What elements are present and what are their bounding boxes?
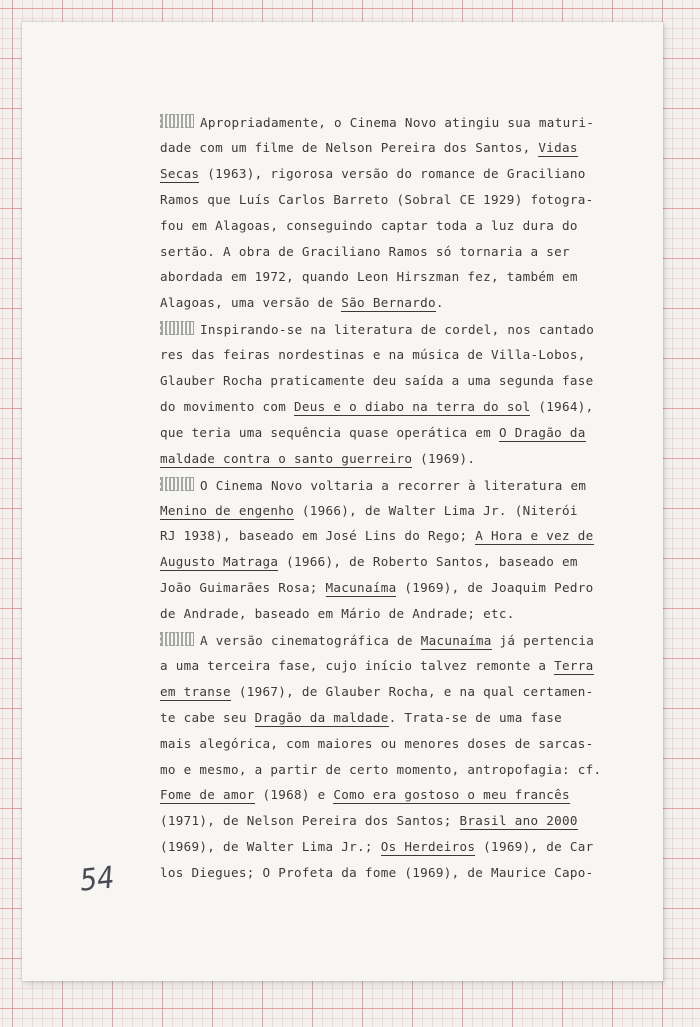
text-segment: do movimento com — [160, 398, 294, 414]
text-segment: Glauber Rocha praticamente deu saída a uma segunda fase — [160, 373, 594, 388]
text-line — [160, 528, 594, 543]
typewritten-page — [22, 22, 663, 981]
text-segment: O Dragão da — [498, 424, 586, 440]
text-line — [160, 321, 594, 337]
text-line — [160, 166, 586, 181]
text-segment: (1969). — [412, 450, 476, 466]
text-segment: (1971), de Nelson Pereira dos Santos; — [160, 813, 460, 829]
text-line — [160, 140, 578, 155]
text-segment: mais alegórica, com maiores ou menores doses de sarcas- — [160, 735, 594, 751]
text-segment: Terra — [554, 657, 594, 673]
text-segment: res das feiras nordestinas e na música de Villa-Lobos, — [160, 347, 586, 363]
text-line — [160, 839, 594, 854]
text-segment: abordada em 1972, quando Leon Hirszman fez, também em — [160, 269, 578, 285]
text-segment: Secas — [160, 165, 200, 181]
text-segment: sertão. A obra de Graciliano Ramos só tornaria a ser — [160, 243, 570, 259]
text-segment: a uma terceira fase, cujo início talvez remonte a — [160, 657, 555, 673]
text-line — [160, 192, 594, 207]
text-segment: te cabe seu — [160, 709, 255, 725]
text-segment: Os Herdeiros — [380, 839, 476, 855]
text-line — [160, 787, 570, 802]
text-line — [160, 606, 515, 621]
text-segment: Deus e o diabo na terra do sol — [294, 398, 531, 414]
text-segment: A versão cinematográfica de — [200, 633, 421, 648]
text-segment: (1969), de Walter Lima Jr.; — [160, 839, 381, 855]
text-segment: RJ 1938), baseado em José Lins do Rego; — [160, 528, 476, 544]
paragraph-marker-icon — [160, 477, 194, 491]
text-line — [160, 244, 570, 259]
text-segment: (1969), de Car — [475, 839, 594, 855]
text-segment: São Bernardo — [341, 295, 436, 311]
text-segment: Macunaíma — [325, 580, 397, 596]
text-segment: de Andrade, baseado em Mário de Andrade; etc. — [160, 606, 515, 622]
text-line — [160, 736, 594, 751]
text-segment: João Guimarães Rosa; — [160, 580, 326, 596]
text-segment: los Diegues; O Profeta da fome (1969), de Maurice Capo- — [160, 865, 594, 881]
text-line — [160, 684, 594, 699]
text-segment: fou em Alagoas, conseguindo captar toda a luz dura do — [160, 217, 578, 233]
text-line — [160, 399, 594, 414]
text-segment: dade com um filme de Nelson Pereira dos Santos, — [160, 139, 539, 155]
text-segment: maldade contra o santo guerreiro — [160, 450, 413, 466]
text-line — [160, 658, 594, 673]
text-line — [160, 347, 586, 362]
text-segment: Macunaíma — [420, 633, 492, 648]
text-line — [160, 762, 601, 777]
text-line — [160, 865, 594, 880]
text-segment: já pertencia — [491, 633, 595, 648]
text-segment: Inspirando-se na literatura de cordel, nos cantado — [200, 322, 595, 338]
text-segment: que teria uma sequência quase operática em — [160, 424, 499, 440]
text-segment: Apropriadamente, o Cinema Novo atingiu sua maturi- — [200, 115, 595, 130]
text-segment: (1967), de Glauber Rocha, e na qual certamen- — [230, 683, 594, 699]
text-segment: Vidas — [538, 139, 578, 155]
text-line — [160, 813, 578, 828]
text-line — [160, 295, 444, 310]
paragraph-marker-icon — [160, 632, 194, 646]
text-segment: A Hora e vez de — [475, 528, 594, 544]
text-line — [160, 632, 594, 648]
text-segment: Dragão da maldade — [254, 709, 389, 725]
text-segment: Brasil ano 2000 — [459, 813, 578, 829]
text-line — [160, 269, 578, 284]
text-segment: Fome de amor — [160, 787, 255, 803]
text-segment: (1963), rigorosa versão do romance de Graciliano — [199, 165, 586, 181]
text-segment: O Cinema Novo voltaria a recorrer à literatura em — [200, 477, 587, 493]
paragraph-marker-icon — [160, 114, 194, 128]
text-segment: . Trata-se de uma fase — [388, 709, 562, 725]
text-segment: mo e mesmo, a partir de certo momento, antropofagia: cf. — [160, 761, 602, 777]
text-segment: Menino de engenho — [160, 502, 294, 518]
text-line — [160, 114, 594, 130]
text-line — [160, 373, 594, 388]
text-segment: em transe — [160, 683, 231, 699]
text-line — [160, 477, 586, 493]
text-line — [160, 710, 562, 725]
text-segment: Ramos que Luís Carlos Barreto (Sobral CE 1929) fotogra- — [160, 191, 594, 207]
text-line — [160, 580, 594, 595]
text-segment: . — [435, 295, 444, 311]
text-line — [160, 425, 586, 440]
text-segment: (1964), — [530, 398, 594, 414]
handwritten-page-number: 54 — [78, 860, 117, 899]
text-segment: (1966), de Walter Lima Jr. (Niterói — [294, 502, 578, 518]
text-segment: Como era gostoso o meu francês — [333, 787, 570, 803]
text-line — [160, 218, 578, 233]
text-segment: (1968) e — [254, 787, 334, 803]
text-segment: (1966), de Roberto Santos, baseado em — [278, 554, 578, 570]
text-segment: Alagoas, uma versão de — [160, 295, 342, 311]
text-line — [160, 451, 475, 466]
paragraph-marker-icon — [160, 321, 194, 335]
text-segment: (1969), de Joaquim Pedro — [396, 580, 594, 596]
text-segment: Augusto Matraga — [160, 554, 279, 570]
text-line — [160, 503, 578, 518]
text-line — [160, 554, 578, 569]
